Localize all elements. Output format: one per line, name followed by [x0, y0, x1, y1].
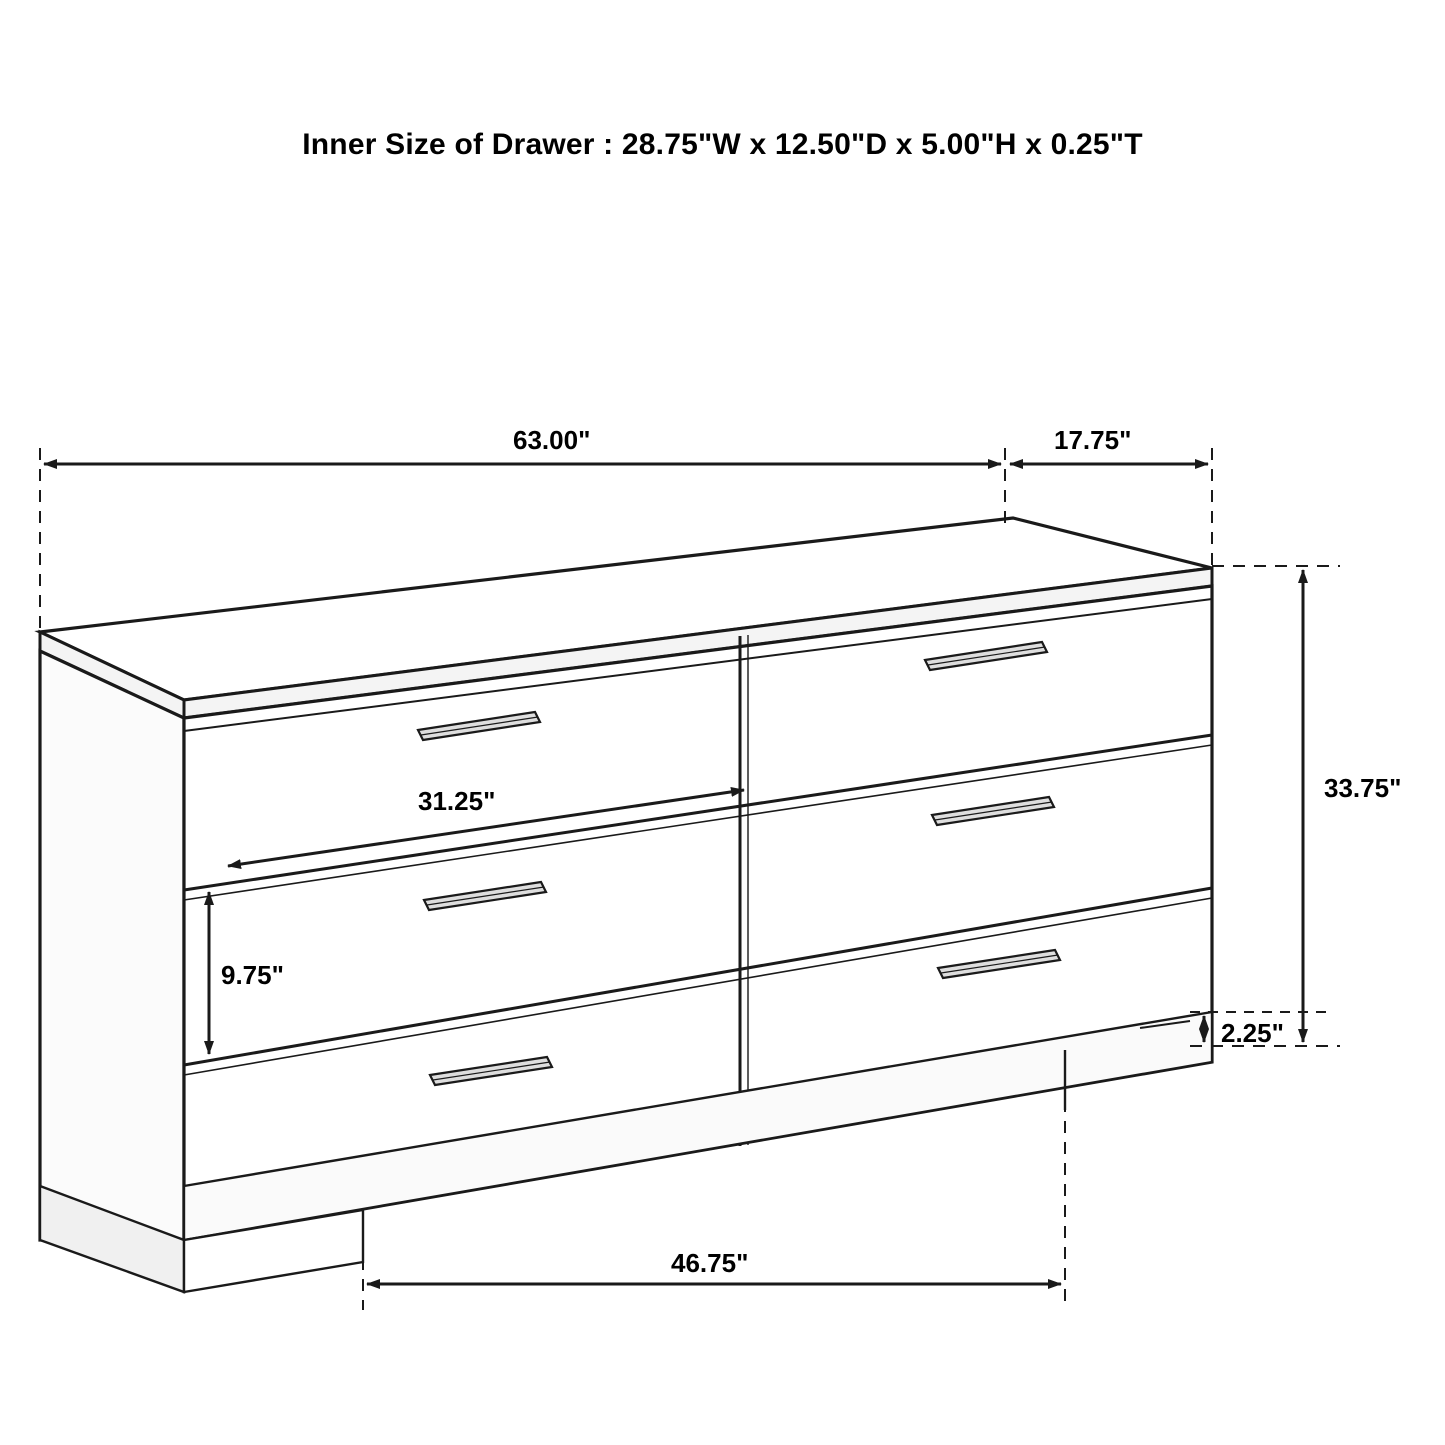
dresser-body — [40, 518, 1212, 1292]
dim-label-depth: 17.75" — [1054, 425, 1132, 455]
dim-label-drawer-height: 9.75" — [221, 960, 284, 990]
dim-label-drawer-front-width: 31.25" — [418, 786, 496, 816]
dim-label-base-width: 46.75" — [671, 1248, 749, 1278]
dim-label-width: 63.00" — [513, 425, 591, 455]
page-title: Inner Size of Drawer : 28.75"W x 12.50"D x 5.00"H x 0.25"T — [302, 128, 1143, 161]
dim-label-base-height: 2.25" — [1221, 1018, 1284, 1048]
dresser-left-side — [40, 651, 184, 1240]
dim-label-height: 33.75" — [1324, 773, 1402, 803]
